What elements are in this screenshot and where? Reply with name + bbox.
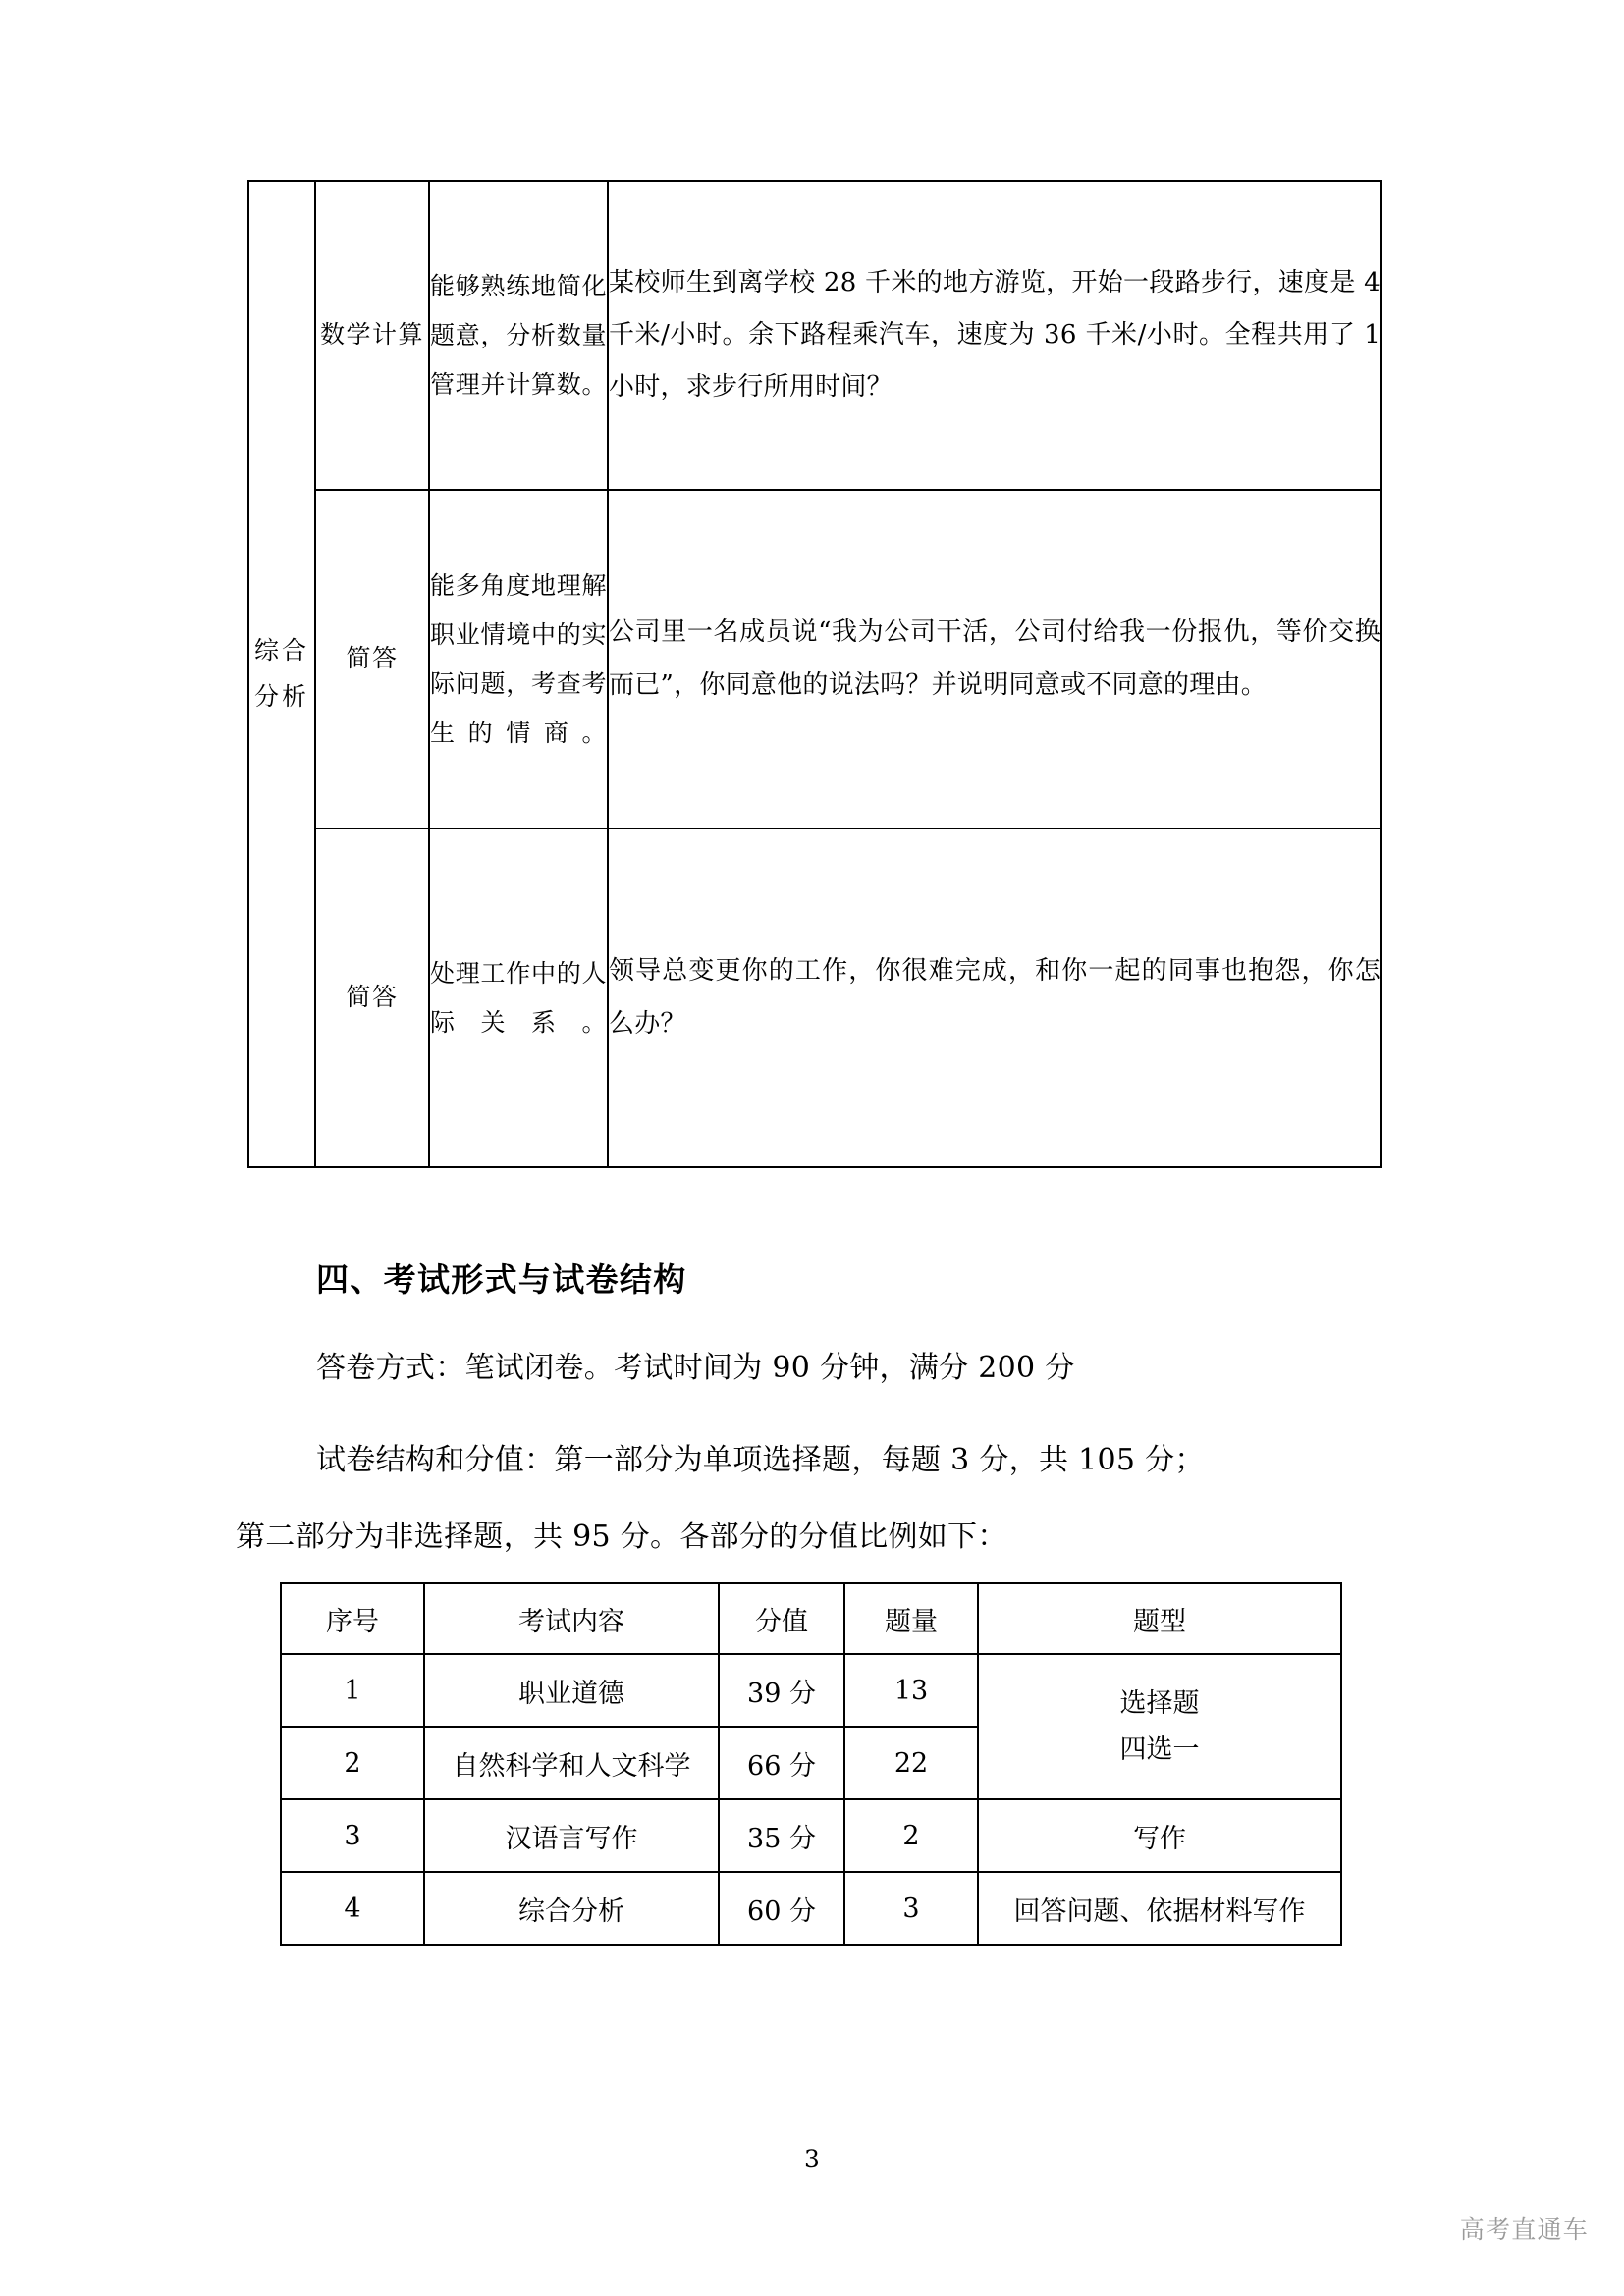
- cell-kind: 回答问题、依据材料写作: [978, 1872, 1341, 1945]
- spec-sample-question: 领导总变更你的工作，你很难完成，和你一起的同事也抱怨，你怎么办？: [608, 828, 1381, 1167]
- paper-structure-table: [280, 1582, 1340, 1946]
- cell-value: 66 分: [719, 1727, 844, 1799]
- paragraph-answer-method: 答卷方式：笔试闭卷。考试时间为 90 分钟，满分 200 分: [316, 1351, 1075, 1385]
- spec-requirement: 处理工作中的人际关系。: [429, 828, 608, 1167]
- cell-content: 自然科学和人文科学: [424, 1727, 719, 1799]
- cell-kind: 写作: [978, 1799, 1341, 1872]
- page-number: 3: [804, 2145, 820, 2173]
- column-header-no: 序号: [281, 1583, 424, 1654]
- table-row: [248, 490, 1381, 828]
- cell-count: 2: [844, 1799, 978, 1872]
- spec-question-type: 简答: [315, 490, 429, 828]
- table-row: [281, 1799, 1341, 1872]
- spec-question-type: 简答: [315, 828, 429, 1167]
- spec-sample-question: 公司里一名成员说“我为公司干活，公司付给我一份报仇，等价交换而已”，你同意他的说法吗？并说明同意或不同意的理由。: [608, 490, 1381, 828]
- cell-count: 22: [844, 1727, 978, 1799]
- cell-content: 综合分析: [424, 1872, 719, 1945]
- cell-count: 3: [844, 1872, 978, 1945]
- cell-value: 60 分: [719, 1872, 844, 1945]
- cell-kind-line1: 选择题: [1119, 1687, 1200, 1719]
- cell-content: 汉语言写作: [424, 1799, 719, 1872]
- column-header-content: 考试内容: [424, 1583, 719, 1654]
- spec-requirement: 能多角度地理解职业情境中的实际问题，考查考生的情商。: [429, 490, 608, 828]
- column-header-count: 题量: [844, 1583, 978, 1654]
- cell-content: 职业道德: [424, 1654, 719, 1727]
- exam-specification-table: [247, 180, 1380, 1168]
- cell-kind-line2: 四选一: [1119, 1735, 1200, 1765]
- paragraph-structure-part2: 第二部分为非选择题，共 95 分。各部分的分值比例如下：: [236, 1520, 1007, 1554]
- cell-no: 3: [281, 1799, 424, 1872]
- cell-value: 35 分: [719, 1799, 844, 1872]
- table-row: [281, 1654, 1341, 1727]
- column-header-value: 分值: [719, 1583, 844, 1654]
- table-header-row: [281, 1583, 1341, 1654]
- cell-kind-merged: [978, 1654, 1341, 1799]
- cell-value: 39 分: [719, 1654, 844, 1727]
- watermark: 高考直通车: [1459, 2216, 1589, 2244]
- cell-count: 13: [844, 1654, 978, 1727]
- spec-area-label: 综合分析: [248, 181, 315, 1167]
- cell-no: 2: [281, 1727, 424, 1799]
- cell-no: 1: [281, 1654, 424, 1727]
- table-row: [248, 181, 1381, 490]
- spec-sample-question: 某校师生到离学校 28 千米的地方游览，开始一段路步行，速度是 4 千米/小时。余下路程乘汽车，速度为 36 千米/小时。全程共用了 1 小时，求步行所用时间？: [608, 181, 1381, 490]
- column-header-kind: 题型: [978, 1583, 1341, 1654]
- cell-no: 4: [281, 1872, 424, 1945]
- paragraph-structure-part1: 试卷结构和分值：第一部分为单项选择题，每题 3 分，共 105 分；: [316, 1443, 1205, 1477]
- spec-question-type: 数学计算: [315, 181, 429, 490]
- section-heading: 四、考试形式与试卷结构: [316, 1260, 687, 1299]
- spec-requirement: 能够熟练地简化题意，分析数量管理并计算数。: [429, 181, 608, 490]
- table-row: [281, 1872, 1341, 1945]
- table-row: [248, 828, 1381, 1167]
